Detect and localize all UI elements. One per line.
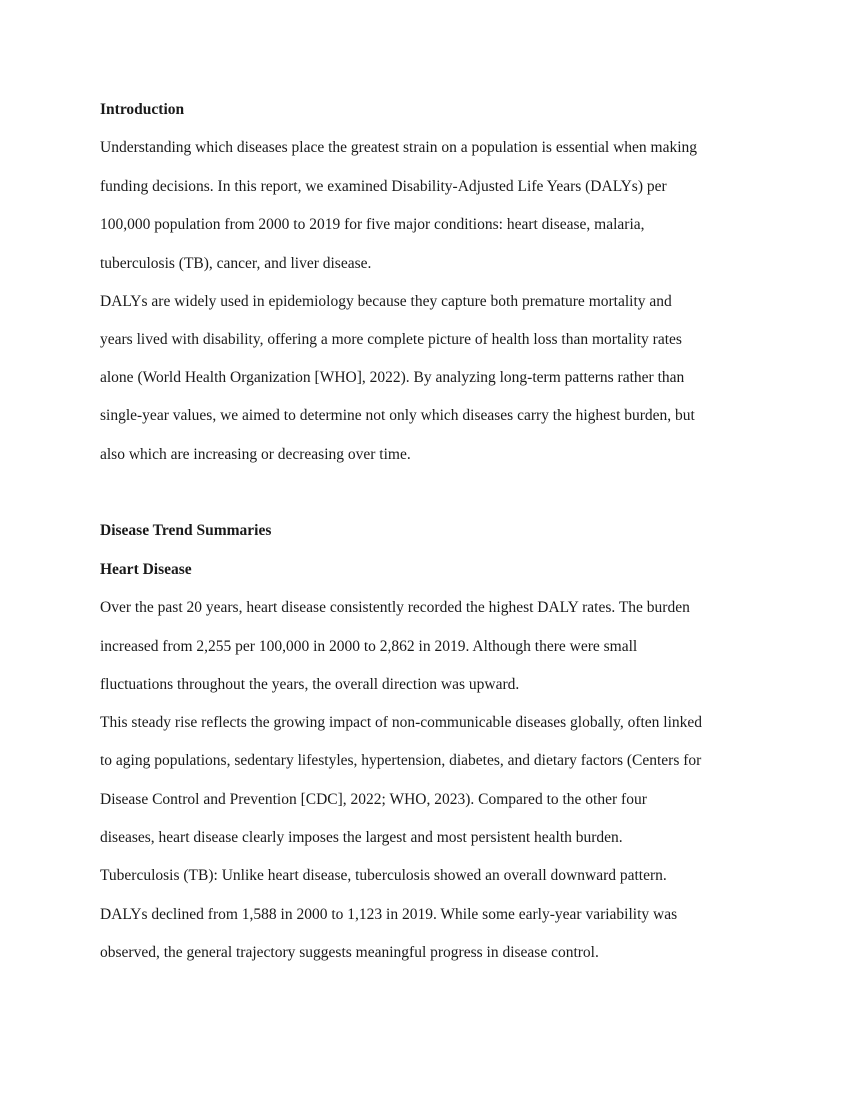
disease-trends-heading: Disease Trend Summaries xyxy=(100,522,272,539)
intro-paragraph-1-line: 100,000 population from 2000 to 2019 for five major conditions: heart disease, malaria, xyxy=(100,216,645,233)
heart-paragraph-1-line: increased from 2,255 per 100,000 in 2000 to 2,862 in 2019. Although there were small xyxy=(100,638,638,655)
heart-paragraph-2-line: diseases, heart disease clearly imposes the largest and most persistent health burden. xyxy=(100,829,623,846)
intro-paragraph-1-line: Understanding which diseases place the greatest strain on a population is essential when making xyxy=(100,139,698,156)
heart-disease-heading: Heart Disease xyxy=(100,561,192,578)
heart-paragraph-1-line: Over the past 20 years, heart disease consistently recorded the highest DALY rates. The burden xyxy=(100,599,690,616)
tb-paragraph-line: DALYs declined from 1,588 in 2000 to 1,123 in 2019. While some early-year variability was xyxy=(100,906,678,923)
intro-paragraph-2-line: single-year values, we aimed to determine not only which diseases carry the highest burden, but xyxy=(100,407,695,424)
tb-paragraph-line: Tuberculosis (TB): Unlike heart disease, tuberculosis showed an overall downward pattern. xyxy=(100,867,667,884)
heart-paragraph-2-line: to aging populations, sedentary lifestyles, hypertension, diabetes, and dietary factors (Centers for xyxy=(100,752,702,769)
intro-paragraph-2-line: also which are increasing or decreasing over time. xyxy=(100,446,411,463)
heart-paragraph-2-line: This steady rise reflects the growing impact of non-communicable diseases globally, often linked xyxy=(100,714,703,731)
introduction-heading: Introduction xyxy=(100,101,185,118)
intro-paragraph-1-line: funding decisions. In this report, we examined Disability-Adjusted Life Years (DALYs) per xyxy=(100,178,667,195)
heart-paragraph-2-line: Disease Control and Prevention [CDC], 2022; WHO, 2023). Compared to the other four xyxy=(100,791,647,808)
intro-paragraph-2-line: years lived with disability, offering a more complete picture of health loss than mortality rates xyxy=(100,331,682,348)
intro-paragraph-2-line: alone (World Health Organization [WHO], 2022). By analyzing long-term patterns rather than xyxy=(100,369,685,386)
heart-paragraph-1-line: fluctuations throughout the years, the overall direction was upward. xyxy=(100,676,520,693)
intro-paragraph-1-line: tuberculosis (TB), cancer, and liver disease. xyxy=(100,255,372,272)
intro-paragraph-2-line: DALYs are widely used in epidemiology because they capture both premature mortality and xyxy=(100,293,672,310)
tb-paragraph-line: observed, the general trajectory suggests meaningful progress in disease control. xyxy=(100,944,599,961)
